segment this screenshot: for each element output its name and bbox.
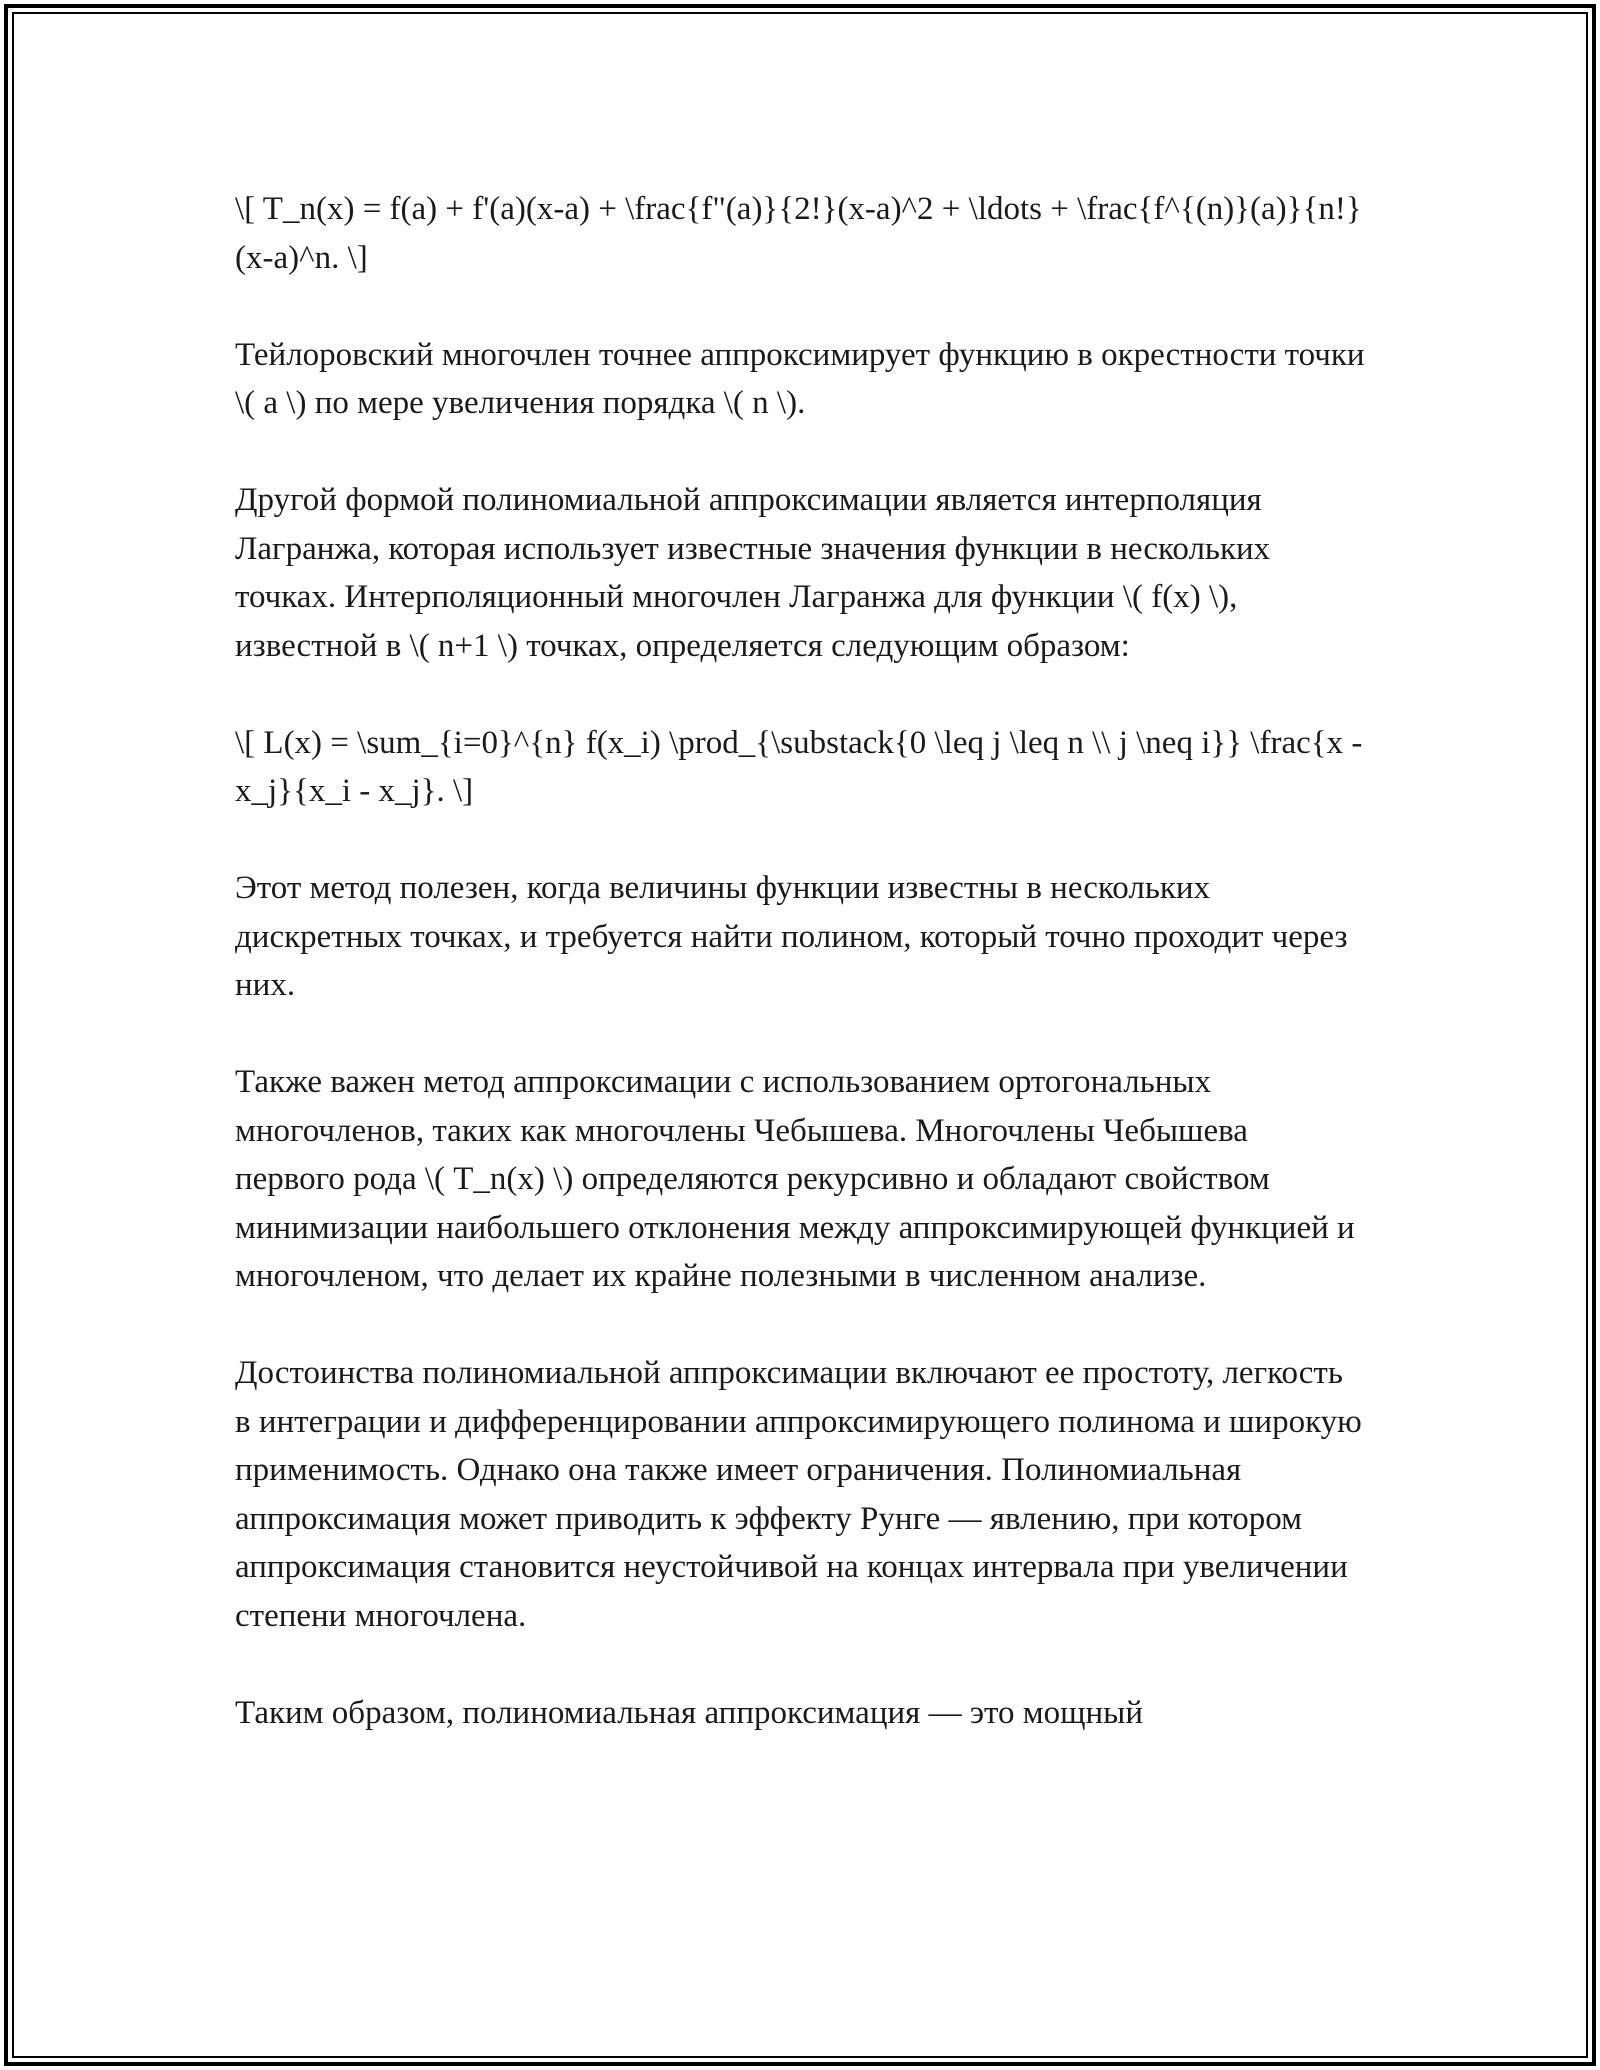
paragraph-conclusion: Таким образом, полиномиальная аппроксимация — это мощный [235,1694,1143,1731]
formula-taylor-polynomial: \[ T_n(x) = f(a) + f'(a)(x-a) + \frac{f"(a)}{2!}(x-a)^2 + \ldots + \frac{f^{(n)}(a)}{n!}(x-a)^n. \] [235,191,1362,276]
paragraph-chebyshev: Также важен метод аппроксимации с использованием ортогональных многочленов, таких как многочлены Чебышева. Многочлены Чебышева первого рода \( T_n(x) \) определяются рекурсивно и обладают свойством минимизации наибольшего отклонения между аппроксимирующей функцией и многочленом, что делает их крайне полезными в численном анализе. [235,1064,1355,1294]
paragraph-advantages-limitations: Достоинства полиномиальной аппроксимации включают ее простоту, легкость в интеграции и дифференцировании аппроксимирующего полинома и широкую применимость. Однако она также имеет ограничения. Полиномиальная аппроксимация может приводить к эффекту Рунге — явлению, при котором аппроксимация становится неустойчивой на концах интервала при увеличении степени многочлена. [235,1355,1362,1634]
paragraph-taylor-accuracy: Тейлоровский многочлен точнее аппроксимирует функцию в окрестности точки \( a \) по мере увеличения порядка \( n \). [235,336,1365,421]
formula-lagrange-polynomial: \[ L(x) = \sum_{i=0}^{n} f(x_i) \prod_{\substack{0 \leq j \leq n \\ j \neq i}} \frac{x - x_j}{x_i - x_j}. \] [235,724,1363,809]
paragraph-lagrange-intro: Другой формой полиномиальной аппроксимации является интерполяция Лагранжа, которая использует известные значения функции в нескольких точках. Интерполяционный многочлен Лагранжа для функции \( f(x) \), известной в \( n+1 \) точках, определяется следующим образом: [235,482,1271,664]
paragraph-lagrange-usefulness: Этот метод полезен, когда величины функции известны в нескольких дискретных точках, и требуется найти полином, который точно проходит через них. [235,870,1348,1003]
document-body [235,185,1365,1786]
